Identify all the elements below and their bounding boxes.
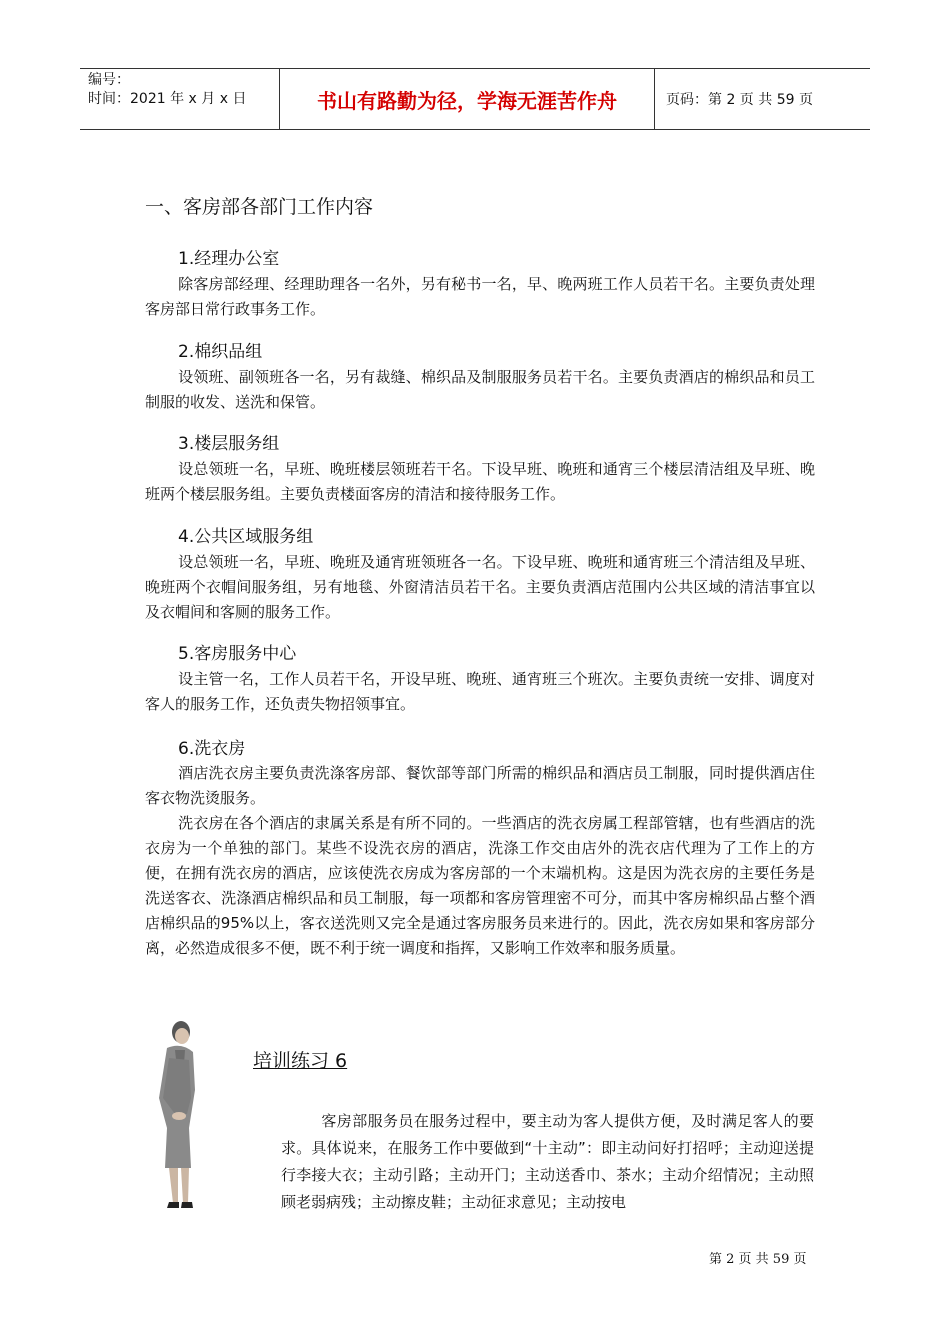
unit-title-5: 5.客房服务中心: [178, 644, 297, 664]
unit-text-6b: 洗衣房在各个酒店的隶属关系是有所不同的。一些酒店的洗衣房属工程部管辖，也有些酒店的洗衣房为一个单独的部门。某些不设洗衣房的酒店，洗涤工作交由店外的洗衣店代理为了工作上的方便，在拥有洗衣房的酒店，应该使洗衣房成为客房部的一个末端机构。这是因为洗衣房的主要任务是洗送客衣、洗涤酒店棉织品和员工制服，每一项都和客房管理密不可分，而其中客房棉织品占整个酒店棉织品的95%以上，客衣送洗则又完全是通过客房服务员来进行的。因此，洗衣房如果和客房部分离，必然造成很多不便，既不利于统一调度和指挥，又影响工作效率和服务质量。: [145, 814, 815, 957]
unit-text-5: 设主管一名，工作人员若干名，开设早班、晚班、通宵班三个班次。主要负责统一安排、调度对客人的服务工作，还负责失物招领事宜。: [145, 670, 815, 713]
exercise-text: 客房部服务员在服务过程中，要主动为客人提供方便，及时满足客人的要求。具体说来，在服务工作中要做到“十主动”：即主动问好打招呼；主动迎送提行李接大衣；主动引路；主动开门；主动送香巾、茶水；主动介绍情况；主动照顾老弱病残；主动擦皮鞋；主动征求意见；主动按电: [281, 1112, 814, 1211]
section-title: 一、客房部各部门工作内容: [145, 196, 374, 218]
unit-text-1: 除客房部经理、经理助理各一名外，另有秘书一名，早、晚两班工作人员若干名。主要负责处理客房部日常行政事务工作。: [145, 275, 815, 318]
page-footer: 第 2 页 共 59 页: [709, 1252, 807, 1267]
unit-title-1: 1.经理办公室: [178, 249, 280, 269]
header-motto: 书山有路勤为径，学海无涯苦作舟: [280, 69, 655, 129]
unit-text-4: 设总领班一名，早班、晚班及通宵班领班各一名。下设早班、晚班和通宵班三个清洁组及早班、晚班两个衣帽间服务组，另有地毯、外窗清洁员若干名。主要负责酒店范围内公共区域的清洁事宜以及衣帽间和客厕的服务工作。: [145, 553, 815, 621]
header-page-code: 页码：第 2 页 共 59 页: [666, 92, 813, 108]
unit-text-6: 酒店洗衣房主要负责洗涤客房部、餐饮部等部门所需的棉织品和酒店员工制服，同时提供酒店住客衣物洗烫服务。: [145, 764, 815, 807]
hotel-attendant-figure: [145, 1018, 205, 1213]
unit-title-3: 3.楼层服务组: [178, 434, 280, 454]
unit-title-2: 2.棉织品组: [178, 342, 263, 362]
number-label: 编号：: [88, 72, 130, 88]
unit-text-3: 设总领班一名，早班、晚班楼层领班若干名。下设早班、晚班和通宵三个楼层清洁组及早班、晚班两个楼层服务组。主要负责楼面客房的清洁和接待服务工作。: [145, 460, 815, 503]
unit-text-2: 设领班、副领班各一名，另有裁缝、棉织品及制服服务员若干名。主要负责酒店的棉织品和员工制服的收发、送洗和保管。: [145, 368, 815, 411]
page-header: [80, 68, 870, 130]
time-label: 时间：2021 年 x 月 x 日: [88, 91, 247, 107]
unit-title-6: 6.洗衣房: [178, 739, 246, 759]
header-meta: [80, 69, 280, 129]
exercise-title: 培训练习 6: [253, 1050, 348, 1072]
unit-title-4: 4.公共区域服务组: [178, 527, 314, 547]
